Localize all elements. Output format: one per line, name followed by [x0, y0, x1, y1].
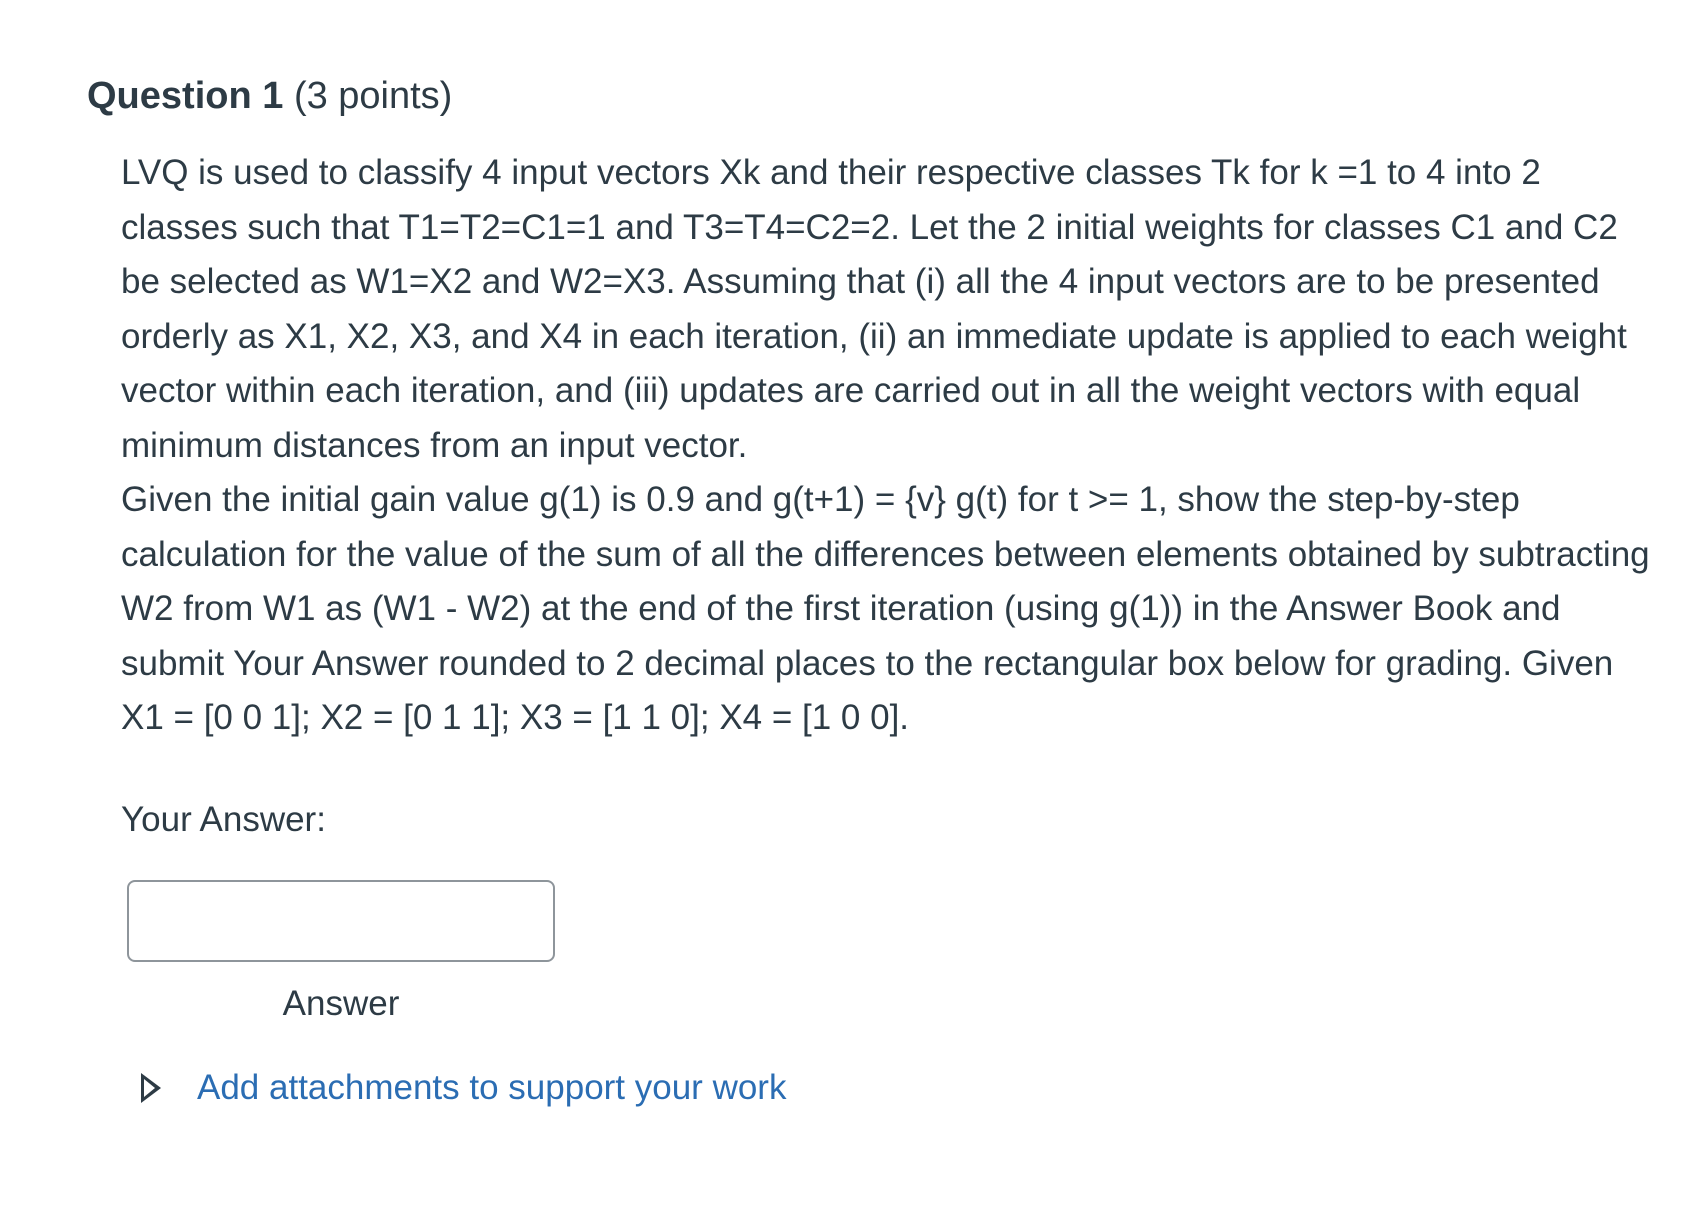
question-container — [87, 72, 1650, 1112]
question-points: (3 points) — [293, 75, 453, 117]
question-title: Question 1 — [87, 75, 284, 117]
question-paragraph: Given the initial gain value g(1) is 0.9 and g(t+1) = {v} g(t) for t >= 1, show the step-by-step calculation for the value of the sum of all the differences between elements obtained by subtracting W2 from W1 as (W1 - W2) at the end of the first iteration (using g(1)) in the Answer Book and submit Your Answer rounded to 2 decimal places to the rectangular box below for grading. Given X1 = [0 0 1]; X2 = [0 1 1]; X3 = [1 1 0]; X4 = [1 0 0]. — [121, 480, 1650, 737]
question-paragraph: LVQ is used to classify 4 input vectors Xk and their respective classes Tk for k =1 to 4 into 2 classes such that T1=T2=C1=1 and T3=T4=C2=2. Let the 2 initial weights for classes C1 and C2 be selected as W1=X2 and W2=X3. Assuming that (i) all the 4 input vectors are to be presented orderly as X1, X2, X3, and X4 in each iteration, (ii) an immediate update is applied to each weight vector within each iteration, and (iii) updates are carried out in all the weight vectors with equal minimum distances from an input vector. — [121, 153, 1627, 465]
add-attachments-toggle[interactable] — [141, 1064, 1647, 1112]
question-body — [121, 146, 1651, 746]
question-header — [87, 72, 1647, 120]
answer-input[interactable] — [127, 880, 555, 962]
add-attachments-link[interactable]: Add attachments to support your work — [197, 1067, 787, 1107]
triangle-right-icon[interactable] — [141, 1073, 161, 1103]
answer-label: Your Answer: — [121, 799, 326, 839]
answer-caption: Answer — [282, 983, 400, 1023]
